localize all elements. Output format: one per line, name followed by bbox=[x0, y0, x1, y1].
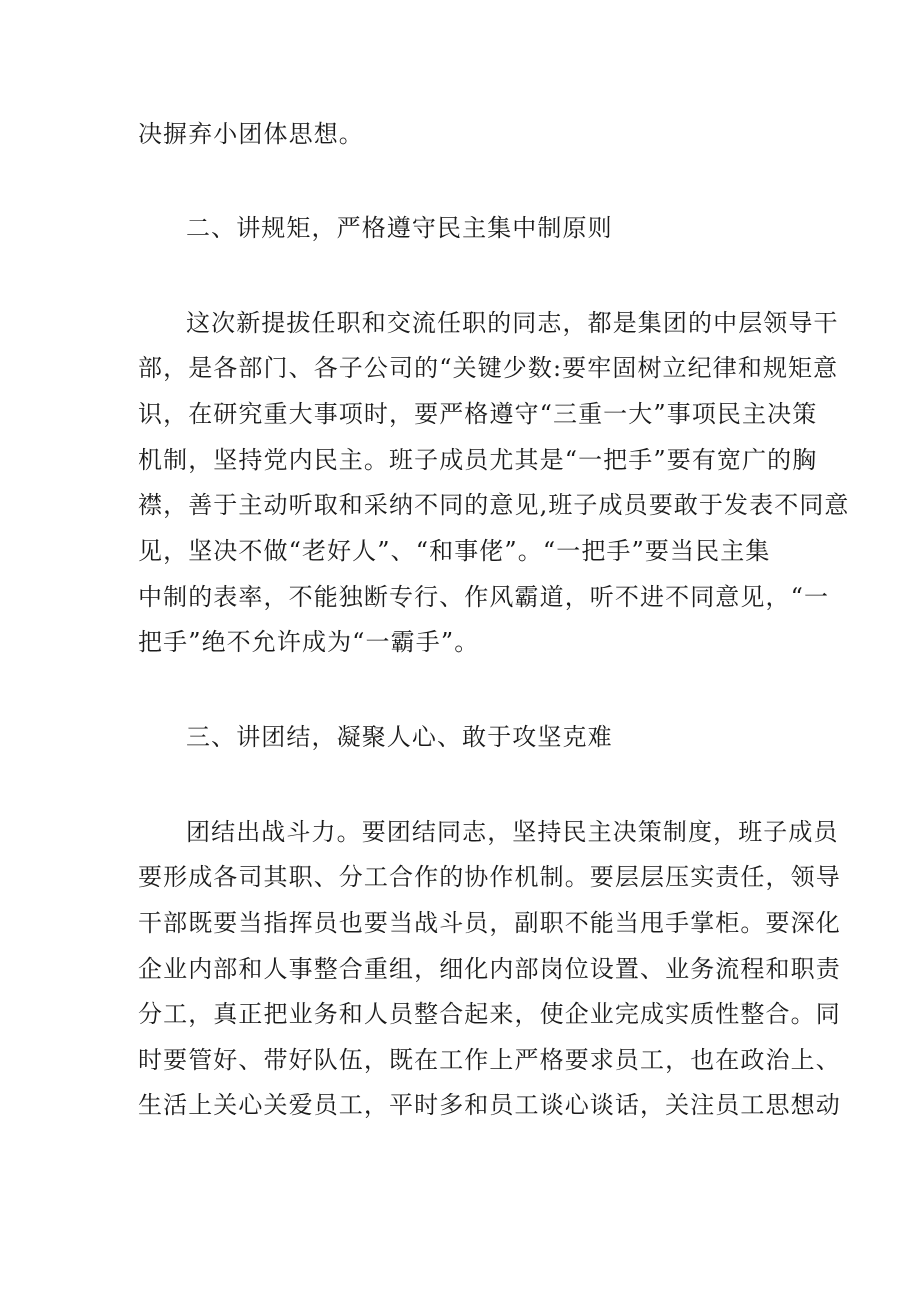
paragraph-line: 干部既要当指挥员也要当战斗员，副职不能当甩手掌柜。要深化 bbox=[138, 909, 841, 937]
paragraph-line: 分工，真正把业务和人员整合起来，使企业完成实质性整合。同 bbox=[138, 1000, 841, 1028]
paragraph-line: 这次新提拔任职和交流任职的同志，都是集团的中层领导干 bbox=[186, 309, 839, 337]
paragraph-line: 团结出战斗力。要团结同志，坚持民主决策制度，班子成员 bbox=[186, 818, 839, 846]
paragraph-line: 把手”绝不允许成为“一霸手”。 bbox=[138, 628, 480, 656]
paragraph-line: 识，在研究重大事项时，要严格遵守“三重一大”事项民主决策 bbox=[138, 400, 818, 428]
paragraph-continuation: 决摒弃小团体思想。 bbox=[138, 120, 364, 148]
paragraph-line: 机制，坚持党内民主。班子成员尤其是“一把手”要有宽广的胸 bbox=[138, 446, 818, 474]
paragraph-line: 部，是各部门、各子公司的“关键少数:要牢固树立纪律和规矩意 bbox=[138, 354, 839, 382]
section-heading-3: 三、讲团结，凝聚人心、敢于攻坚克难 bbox=[186, 723, 613, 751]
paragraph-line: 企业内部和人事整合重组，细化内部岗位设置、业务流程和职责 bbox=[138, 955, 841, 983]
paragraph-line: 襟，善于主动听取和采纳不同的意见,班子成员要敢于发表不同意 bbox=[138, 491, 850, 519]
paragraph-line: 中制的表率，不能独断专行、作风霸道，听不进不同意见，“一 bbox=[138, 583, 830, 611]
paragraph-line: 要形成各司其职、分工合作的协作机制。要层层压实责任，领导 bbox=[138, 863, 841, 891]
paragraph-line: 见，坚决不做“老好人”、“和事佬”。“一把手”要当民主集 bbox=[138, 537, 771, 565]
paragraph-line: 时要管好、带好队伍，既在工作上严格要求员工，也在政治上、 bbox=[138, 1046, 841, 1074]
paragraph-line: 生活上关心关爱员工，平时多和员工谈心谈话，关注员工思想动 bbox=[138, 1091, 841, 1119]
section-heading-2: 二、讲规矩，严格遵守民主集中制原则 bbox=[186, 214, 613, 242]
